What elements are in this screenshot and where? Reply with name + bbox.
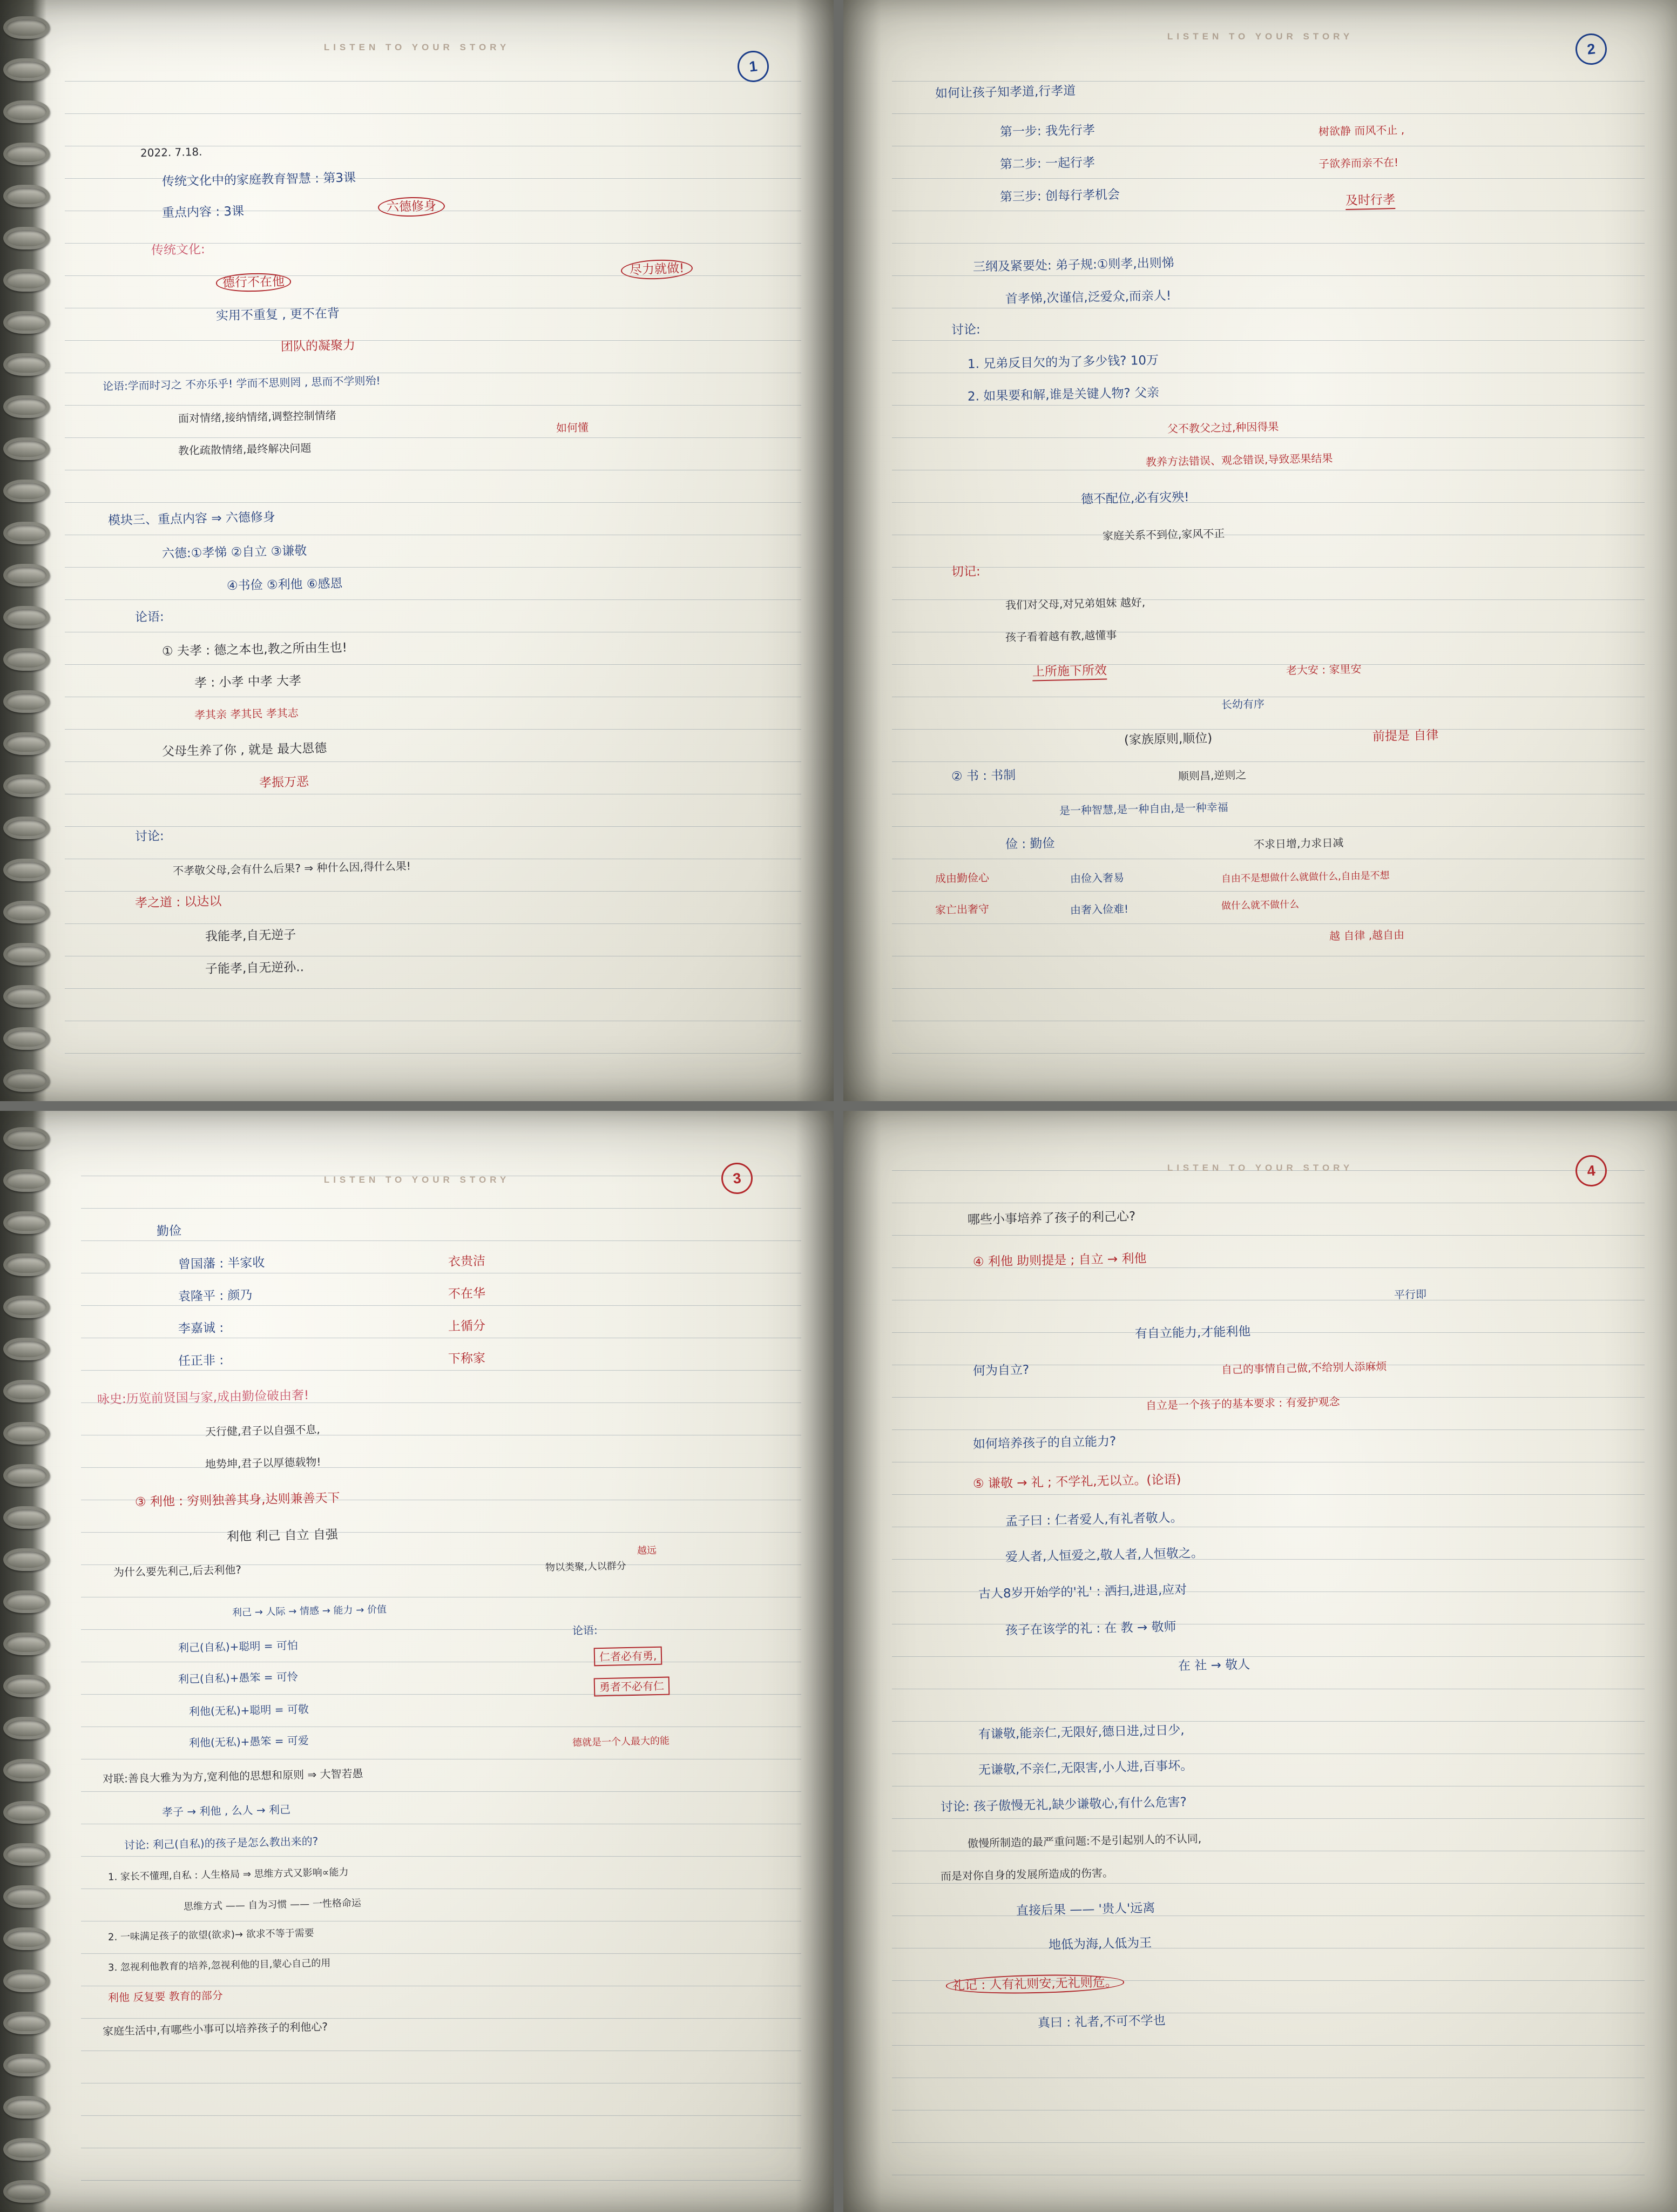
note-line: 古人8岁开始学的'礼' : 洒扫,进退,应对 [978,1582,1187,1602]
page-gutter-1 [796,0,834,1101]
spiral-ring [3,901,50,923]
note-line: 我能孝,自无逆子 [205,928,296,944]
rule-line [892,502,1645,503]
spiral-ring [3,522,50,544]
spiral-ring [3,1380,50,1402]
notebook-page-4 [843,1111,1677,2212]
note-line: 爱人者,人恒爱之,敬人者,人恒敬之。 [1005,1546,1204,1564]
note-line: 孝子 → 利他 , 么人 → 利己 [161,1803,291,1819]
rule-line [81,1629,801,1630]
rule-line [81,1694,801,1695]
note-emphasis [1345,194,1395,207]
note-line: 孝其亲 孝其民 孝其志 [194,706,299,722]
spiral-ring [3,1127,50,1150]
ruled-lines-1 [65,81,801,1080]
rule-line [892,1494,1645,1495]
date-1: 2022. 7.18. [140,145,202,160]
spiral-ring [3,1069,50,1092]
spiral-ring [3,859,50,881]
rule-line [892,340,1645,341]
rule-line [892,1883,1645,1884]
spiral-ring [3,2096,50,2119]
note-line: 1. 家长不懂理,自私 : 人生格局 ⇒ 思维方式又影响∝能力 [107,1866,349,1883]
spiral-ring [3,395,50,418]
spiral-ring [3,1801,50,1824]
spiral-ring [3,1296,50,1318]
note-line: 勤俭 [156,1224,182,1239]
note-line: 由俭入奢易 [1070,871,1125,886]
note-line: 3. 忽视利他教育的培养,忽视利他的目,蒙心自己的用 [107,1957,331,1974]
note-line: 家庭关系不到位,家风不正 [1102,527,1225,543]
rule-line [81,2115,801,2116]
rule-line [892,664,1645,665]
note-line: 父母生养了你 , 就是 最大恩德 [161,741,327,759]
note-line: 论语: [572,1623,598,1637]
note-line: 自由不是想做什么就做什么,自由是不想 [1221,869,1390,885]
rule-line [892,567,1645,568]
note-line: 树欲静 而风不止 , [1318,123,1405,138]
rule-line [892,761,1645,762]
note-line: 2. 如果要和解,谁是关键人物? 父亲 [967,386,1160,404]
note-line: 六德:①孝悌 ②自立 ③谦敬 [161,544,307,561]
note-line: 在 社 → 敬人 [1178,1657,1250,1674]
note-line: 利他(无私)+愚笨 = 可爱 [188,1734,309,1750]
rule-line [81,1208,801,1209]
ruled-lines-2 [892,81,1645,1080]
rule-line [81,1305,801,1306]
note-line: 不孝敬父母,会有什么后果? ⇒ 种什么因,得什么果! [172,859,411,878]
note-line: 老大安 : 家里安 [1286,662,1362,677]
spiral-ring [3,437,50,460]
spiral-ring [3,564,50,586]
note-line: ⑤ 谦敬 → 礼 ; 不学礼,无以立。(论语) [972,1472,1181,1492]
spiral-ring [3,2012,50,2034]
spiral-ring [3,185,50,207]
note-line: 越 自律 ,越自由 [1329,928,1405,943]
note-line: 2. 一味满足孩子的欲望(欲求)→ 欲求不等于需要 [107,1927,314,1943]
rule-line [892,1818,1645,1819]
note-line: 讨论: [951,322,981,338]
rule-line [892,275,1645,276]
page-gutter-2 [843,0,881,1101]
underlined-label: 上所施下所效 [1032,664,1107,682]
note-line: 第二步: 一起行孝 [999,156,1096,172]
note-line: 利他 反复要 教育的部分 [107,1988,223,2005]
note-line: 传统文化: [151,242,206,258]
note-line: 讨论: [134,829,165,844]
rule-line [65,761,801,762]
note-line: 论语: [134,610,165,625]
note-line: 家亡出奢守 [935,902,990,917]
note-line: 如何培养孩子的自立能力? [972,1434,1117,1452]
note-line: 讨论: 孩子傲慢无礼,缺少谦敬心,有什么危害? [940,1795,1187,1815]
note-line: ② 书 : 书制 [951,768,1016,784]
note-line: 越远 [637,1545,657,1557]
note-line: 不在华 [448,1286,486,1301]
page-header-3: LISTEN TO YOUR STORY [323,1175,510,1185]
note-line: 上循分 [448,1319,486,1334]
note-line [594,1650,662,1663]
page-number-1: 1 [736,49,770,84]
note-line: 孝 : 小孝 中孝 大孝 [194,673,302,691]
rule-line [65,891,801,892]
note-line: 孩子看着越有教,越懂事 [1005,628,1117,644]
spiral-ring [3,690,50,713]
oval-label: 六德修身 [378,197,445,218]
rule-line [892,988,1645,989]
rule-line [65,923,801,924]
rule-line [65,988,801,989]
note-line: 利己 → 人际 → 情感 → 能力 → 价值 [232,1604,387,1618]
note-line: 面对情绪,接纳情绪,调整控制情绪 [178,408,336,426]
note-line: 真曰 : 礼者,不可不学也 [1037,2013,1166,2031]
note-line: 教养方法错误、观念错误,导致恶果结果 [1145,451,1333,469]
note-line: 曾国藩 : 半家收 [178,1256,265,1272]
spiral-ring [3,1422,50,1445]
note-line: 前提是 自律 [1372,728,1439,744]
rule-line [892,891,1645,892]
spiral-ring [3,1211,50,1234]
note-line: 讨论: 利己(自私)的孩子是怎么教出来的? [124,1835,319,1852]
note-line: 傲慢所制造的最严重问题:不是引起别人的不认同, [967,1832,1202,1850]
spiral-ring [3,732,50,755]
rule-line [892,2142,1645,2143]
note-emphasis [621,262,693,277]
note-line: 俭 : 勤俭 [1005,837,1055,852]
note-line: 成由勤俭心 [935,871,990,886]
spiral-ring [3,1506,50,1529]
note-line: 德不配位,必有灾殃! [1080,490,1189,507]
note-line: 家庭生活中,有哪些小事可以培养孩子的利他心? [102,2020,328,2038]
spiral-ring [3,606,50,629]
rule-line [81,2180,801,2181]
rule-line [892,1721,1645,1722]
underlined-label: 及时行孝 [1345,193,1396,210]
note-line: 平行即 [1394,1287,1427,1301]
rule-line [892,2045,1645,2046]
rule-line [892,113,1645,114]
rule-line [81,1467,801,1468]
page-header-2: LISTEN TO YOUR STORY [1167,31,1354,42]
spiral-binding-3 [0,1111,46,2212]
note-line: 论语:学而时习之 不亦乐乎! 学而不思则罔 , 思而不学则殆! [102,374,381,393]
note-line: 为什么要先利己,后去利他? [113,1563,242,1579]
note-line: 重点内容 : 3课 [161,204,245,220]
note-line: 思维方式 —— 自为习惯 —— 一性格命运 [183,1897,362,1913]
note-line: 子欲养而亲不在! [1318,156,1399,171]
note-line: ④书俭 ⑤利他 ⑥感恩 [226,576,343,594]
note-line: 袁隆平 : 颜乃 [178,1288,253,1304]
boxed-label: 仁者必有勇, [594,1647,662,1667]
note-line: 地低为海,人低为王 [1048,1936,1152,1953]
ruled-lines-4 [892,1170,1645,2190]
note-line: 哪些小事培养了孩子的利己心? [967,1209,1136,1228]
spiral-ring [3,1970,50,1992]
note-line: 无谦敬,不亲仁,无限害,小人进,百事坏。 [978,1758,1193,1778]
note-line: 父不教父之过,种因得果 [1167,420,1279,436]
note-line: 三纲及紧要处: 弟子规:①则孝,出则悌 [972,256,1174,274]
rule-line [892,437,1645,438]
circle-label: 礼记 : 人有礼则安,无礼则危。 [946,1973,1124,1995]
note-emphasis [1032,665,1107,679]
note-line: 咏史:历览前贤国与家,成由勤俭破由奢! [97,1388,309,1407]
rule-line [892,1332,1645,1333]
page-gutter-4 [843,1111,881,2212]
note-line: 传统文化中的家庭教育智慧 : 第3课 [161,171,356,189]
spiral-ring [3,1759,50,1782]
spiral-ring [3,2138,50,2161]
spiral-ring [3,1253,50,1276]
rule-line [81,1791,801,1792]
note-line: 利己(自私)+愚笨 = 可怜 [178,1670,299,1686]
spiral-ring [3,100,50,123]
note-line: 团队的凝聚力 [280,338,356,354]
rule-line [65,664,801,665]
rule-line [81,1370,801,1371]
spiral-ring [3,1169,50,1192]
spiral-ring [3,943,50,966]
note-line: ③ 利他 : 穷则独善其身,达则兼善天下 [134,1491,340,1509]
spiral-ring [3,1717,50,1739]
note-line: 利他 利己 自立 自强 [226,1527,339,1545]
rule-line [65,1053,801,1054]
note-line: 孝振万恶 [259,775,309,790]
note-emphasis [378,200,445,214]
note-line: 实用不重复 , 更不在背 [215,306,340,323]
spiral-ring [3,353,50,376]
note-line: 第三步: 创每行孝机会 [999,187,1120,205]
spiral-ring [3,1927,50,1950]
page-number-3: 3 [720,1161,754,1196]
note-line: 我们对父母,对兄弟姐妹 越好, [1005,596,1146,612]
note-line: 如何让孩子知孝道,行孝道 [935,84,1076,101]
rule-line [65,826,801,827]
rule-line [892,1053,1645,1054]
spiral-ring [3,58,50,81]
note-line: 顺则昌,逆则之 [1178,768,1247,783]
note-line: 子能孝,自无逆孙.. [205,960,305,976]
spiral-ring [3,480,50,502]
rule-line [81,1953,801,1954]
rule-line [892,923,1645,924]
note-line: 模块三、重点内容 ⇒ 六德修身 [107,510,276,528]
note-line: 第一步: 我先行孝 [999,123,1096,139]
spiral-ring [3,16,50,39]
spiral-ring [3,269,50,292]
spiral-ring [3,985,50,1008]
rule-line [892,1429,1645,1430]
note-line: 利己(自私)+聪明 = 可怕 [178,1638,299,1655]
rule-line [81,1240,801,1241]
spiral-ring [3,227,50,249]
rule-line [65,437,801,438]
note-emphasis [216,276,291,290]
spiral-ring [3,817,50,839]
page-number-4: 4 [1574,1154,1608,1188]
note-line: 有谦敬,能亲仁,无限好,德日进,过日少, [978,1723,1185,1742]
note-line: 如何懂 [556,421,589,435]
oval-label: 尽力就做! [620,258,693,280]
rule-line [65,275,801,276]
rule-line [65,405,801,406]
note-line: 德就是一个人最大的能 [572,1735,670,1749]
notebook-page-3 [0,1111,834,2212]
note-line: 任正非 : [178,1353,224,1368]
spiral-ring [3,1590,50,1613]
note-line: 而是对你自身的发展所造成的伤害。 [940,1866,1114,1883]
circle-label: 德行不在他 [216,273,292,293]
note-line: 物以类聚,人以群分 [545,1560,626,1574]
note-line: (家族原则,顺位) [1124,731,1213,747]
note-line: ④ 利他 助则提是 ; 自立 → 利他 [972,1251,1147,1270]
rule-line [65,729,801,730]
note-line: 李嘉诚 : [178,1321,224,1336]
spiral-ring [3,1464,50,1487]
note-line: 衣贵洁 [448,1254,486,1269]
page-gutter-3 [796,1111,834,2212]
note-line: 孝之道 : 以达以 [134,894,222,911]
rule-line [65,340,801,341]
page-header-1: LISTEN TO YOUR STORY [323,42,510,52]
rule-line [81,1532,801,1533]
spiral-ring [3,648,50,671]
rule-line [892,729,1645,730]
note-line: 对联:善良大雅为为方,宽利他的思想和原则 ⇒ 大智若愚 [102,1766,363,1786]
boxed-label: 勇者不必有仁 [594,1677,670,1697]
rule-line [892,81,1645,82]
spiral-binding-1 [0,0,46,1101]
rule-line [81,1856,801,1857]
rule-line [65,599,801,600]
note-line: 天行健,君子以自强不息, [205,1422,320,1439]
note-line: 长幼有序 [1221,697,1265,711]
note-line: 教化疏散情绪,最终解决问题 [178,441,312,457]
note-line: 有自立能力,才能利他 [1134,1324,1251,1341]
notebook-page-2 [843,0,1677,1101]
rule-line [81,2018,801,2019]
note-line: 何为自立? [972,1363,1030,1379]
rule-line [892,178,1645,179]
rule-line [65,81,801,82]
note-line: 不求日增,力求日减 [1253,836,1344,851]
rule-line [65,113,801,114]
rule-line [892,405,1645,406]
page-header-4: LISTEN TO YOUR STORY [1167,1163,1354,1173]
note-line: 切记: [951,564,981,579]
note-line: 自己的事情自己做,不给别人添麻烦 [1221,1359,1387,1377]
spiral-ring [3,1885,50,1908]
note-line: 下称家 [448,1351,486,1366]
spiral-ring [3,143,50,165]
note-line: 直接后果 —— '贵人'远离 [1016,1901,1155,1918]
spiral-ring [3,1027,50,1050]
rule-line [892,243,1645,244]
spiral-ring [3,1633,50,1655]
rule-line [892,826,1645,827]
page-number-2: 2 [1574,32,1608,66]
spiral-ring [3,2180,50,2203]
note-line: 孟子曰 : 仁者爱人,有礼者敬人。 [1005,1510,1183,1529]
rule-line [892,1235,1645,1236]
rule-line [892,1656,1645,1657]
note-line: 利他(无私)+聪明 = 可敬 [188,1702,309,1718]
note-line [594,1681,670,1693]
note-line: 自立是一个孩子的基本要求 : 有爱护观念 [1145,1395,1340,1412]
spiral-ring [3,1675,50,1697]
spiral-ring [3,1338,50,1360]
spiral-ring [3,774,50,797]
rule-line [65,502,801,503]
spiral-ring [3,1548,50,1571]
note-line: 孩子在该学的礼 : 在 教 → 敬师 [1005,1620,1176,1638]
notebook-page-1 [0,0,834,1101]
note-line: 由奢入俭难! [1070,902,1129,917]
spiral-ring [3,1843,50,1866]
note-line: 1. 兄弟反目欠的为了多少钱? 10万 [967,353,1159,372]
spiral-ring [3,2054,50,2076]
note-line: 首孝悌,次谨信,泛爱众,而亲人! [1005,288,1172,307]
note-line: 地势坤,君子以厚德载物! [205,1455,321,1471]
note-line: 做什么就不做什么 [1221,899,1300,912]
spiral-ring [3,311,50,334]
note-line: ① 夫孝 : 德之本也,教之所由生也! [161,640,348,659]
rule-line [65,567,801,568]
note-line: 是一种智慧,是一种自由,是一种幸福 [1059,800,1228,818]
rule-line [892,1559,1645,1560]
